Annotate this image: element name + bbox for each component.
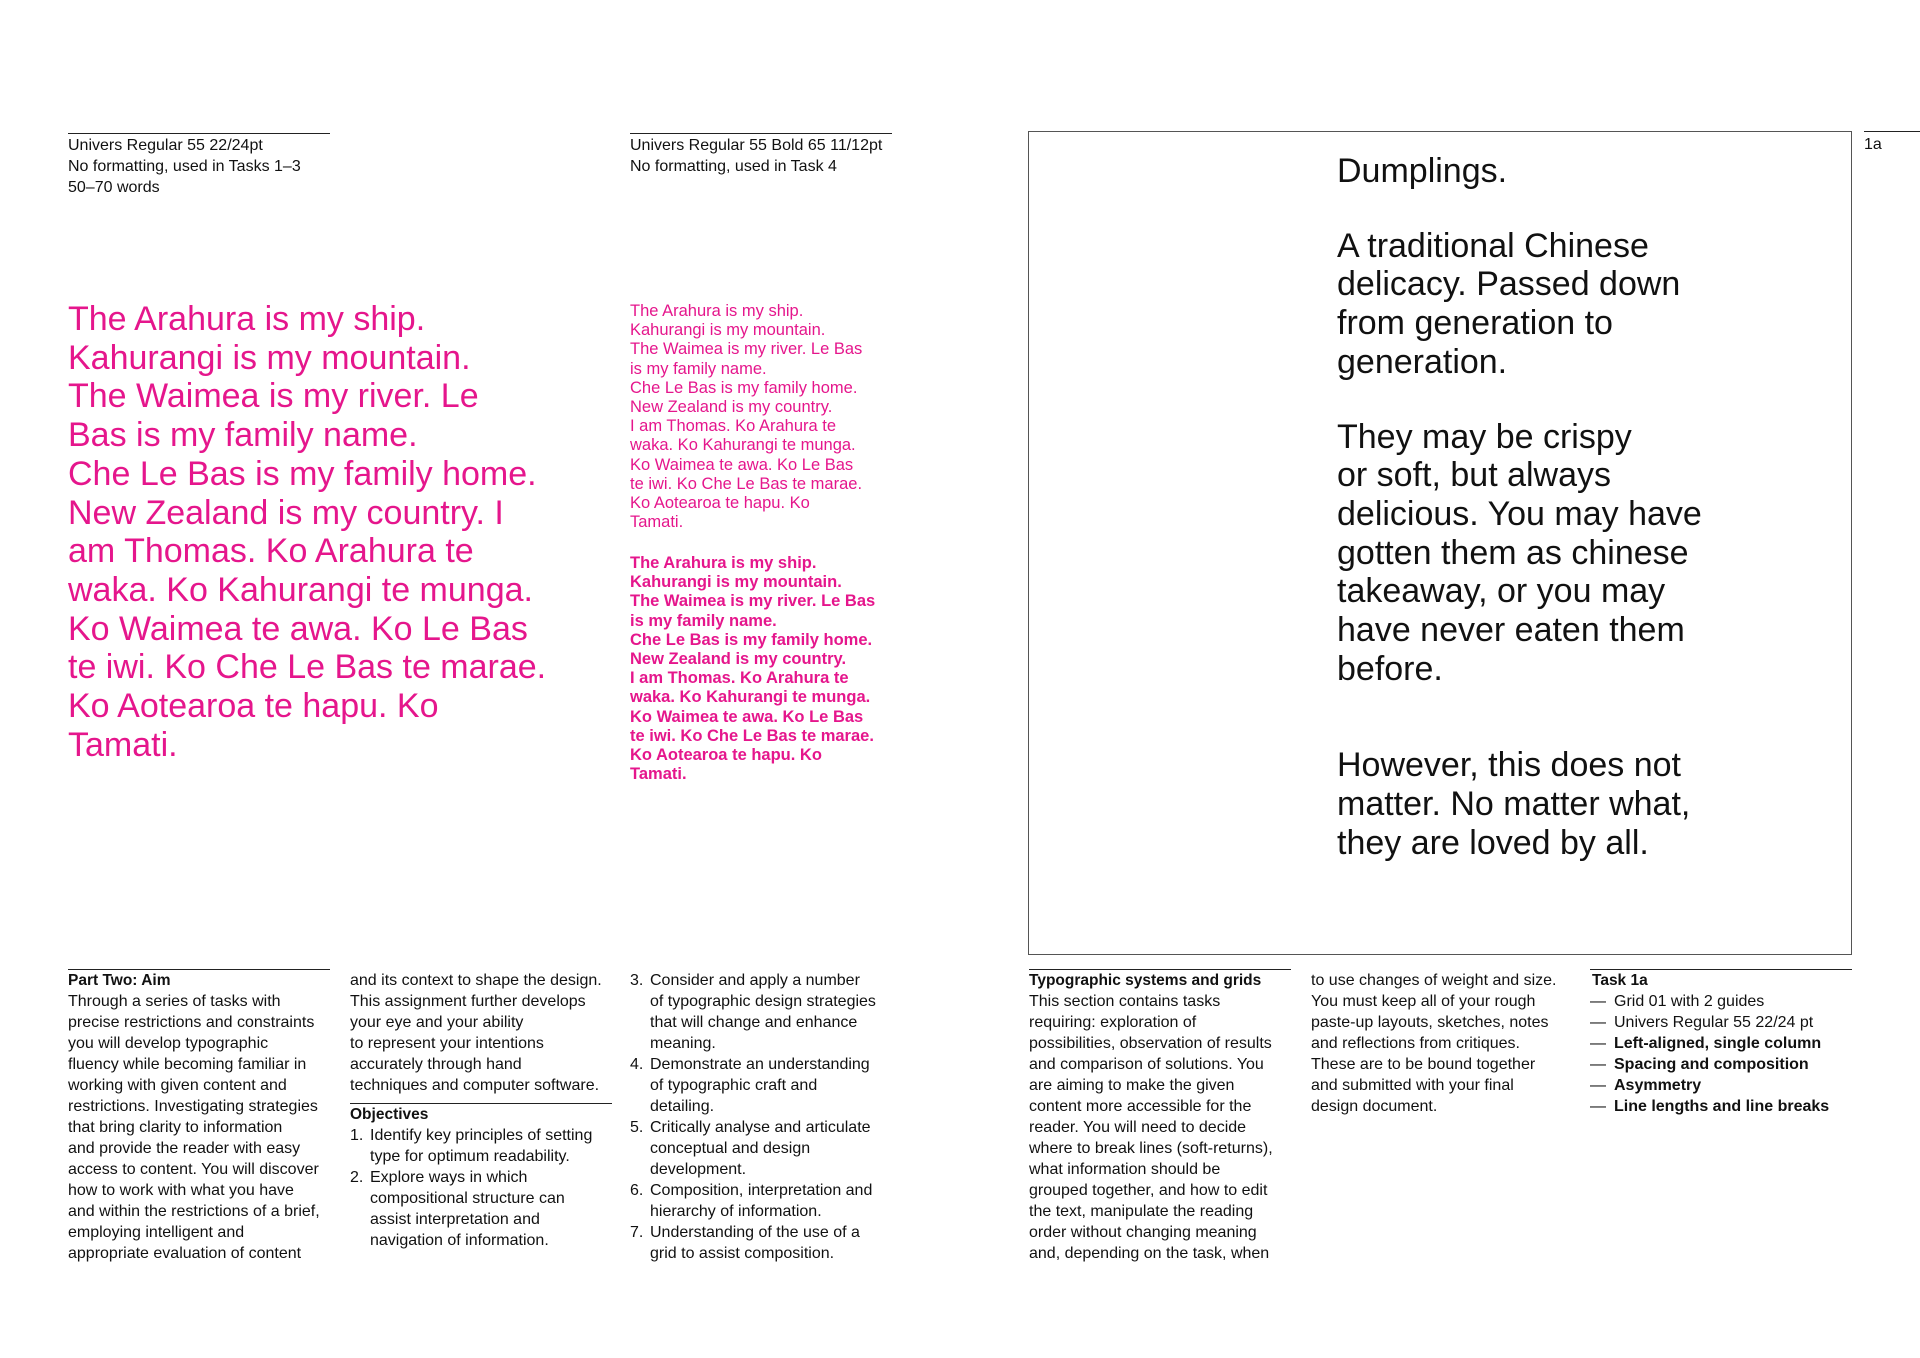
text-line: access to content. You will discover [68, 1161, 319, 1178]
task-item [1590, 1054, 1852, 1075]
text-line: The Arahura is my ship. [630, 302, 804, 320]
text-line: te iwi. Ko Che Le Bas te marae. [630, 474, 863, 493]
list-item-line: of typographic design strategies [650, 993, 876, 1010]
text-line: restrictions. Investigating strategies [68, 1098, 318, 1115]
list-item-line: assist interpretation and [370, 1211, 540, 1228]
text-line: takeaway, or you may [1337, 572, 1666, 611]
text-line: working with given content and [68, 1077, 287, 1094]
text-line: what information should be [1029, 1161, 1221, 1178]
text-line: te iwi. Ko Che Le Bas te marae. [630, 726, 874, 745]
systems-body [1029, 991, 1291, 1264]
objectives-list-continued [630, 970, 920, 1264]
text-line: or soft, but always [1337, 456, 1612, 495]
spec-line: 50–70 words [68, 179, 160, 196]
list-item-line: compositional structure can [370, 1190, 565, 1207]
text-line: Ko Waimea te awa. Ko Le Bas [630, 707, 864, 726]
text-line: that bring clarity to information [68, 1119, 283, 1136]
text-line: delicious. You may have [1337, 494, 1702, 533]
list-item [350, 1125, 612, 1167]
list-item-line: Explore ways in which [370, 1169, 528, 1186]
text-line: Tamati. [630, 513, 684, 532]
list-item-line: detailing. [650, 1098, 715, 1115]
text-line: This section contains tasks [1029, 993, 1221, 1010]
spec-line: No formatting, used in Tasks 1–3 [68, 158, 301, 175]
list-item [630, 970, 920, 1054]
list-number: 2. [350, 1169, 364, 1186]
objectives-block [350, 1103, 612, 1251]
text-line: and provide the reader with easy [68, 1140, 301, 1157]
text-line: they are loved by all. [1337, 823, 1649, 862]
text-line: precise restrictions and constraints [68, 1014, 315, 1031]
list-item-line: Composition, interpretation and [650, 1182, 873, 1199]
task-item-label: Univers Regular 55 22/24 pt [1614, 1014, 1814, 1031]
list-number: 5. [630, 1119, 644, 1136]
text-line: generation. [1337, 342, 1508, 381]
text-line: techniques and computer software. [350, 1077, 600, 1094]
text-line: am Thomas. Ko Arahura te [68, 532, 474, 571]
spec-label-small [630, 133, 892, 177]
text-line: Ko Aotearoa te hapu. Ko [630, 494, 810, 513]
text-line: Tamati. [68, 725, 178, 764]
text-line: Ko Aotearoa te hapu. Ko [68, 687, 439, 726]
text-line: and its context to shape the design. [350, 972, 602, 989]
task-item-label: Spacing and composition [1614, 1056, 1809, 1073]
text-line: Che Le Bas is my family home. [68, 454, 537, 493]
text-line: Ko Waimea te awa. Ko Le Bas [630, 455, 854, 474]
dash-marker: — [1590, 1098, 1606, 1115]
list-item-line: navigation of information. [370, 1232, 549, 1249]
text-line: The Arahura is my ship. [630, 554, 817, 572]
text-line: delicacy. Passed down [1337, 265, 1681, 304]
text-line: Che Le Bas is my family home. [630, 378, 858, 397]
text-line: te iwi. Ko Che Le Bas te marae. [68, 648, 547, 687]
list-number: 7. [630, 1224, 644, 1241]
text-line: are aiming to make the given [1029, 1077, 1235, 1094]
text-line: where to break lines (soft-returns), [1029, 1140, 1273, 1157]
dumplings-paragraph [1337, 152, 1837, 191]
text-line: Ko Aotearoa te hapu. Ko [630, 746, 822, 765]
list-item-line: grid to assist composition. [650, 1245, 835, 1262]
spec-line: Univers Regular 55 Bold 65 11/12pt [630, 137, 883, 154]
text-line: paste-up layouts, sketches, notes [1311, 1014, 1549, 1031]
list-number: 1. [350, 1127, 364, 1144]
text-line: The Arahura is my ship. [68, 300, 426, 338]
text-line: The Waimea is my river. Le [68, 377, 479, 416]
text-line: waka. Ko Kahurangi te munga. [630, 436, 856, 455]
task-item-label: Left-aligned, single column [1614, 1035, 1822, 1052]
text-line: I am Thomas. Ko Arahura te [630, 417, 837, 436]
aim-heading: Part Two: Aim [68, 972, 171, 989]
text-line: grouped together, and how to edit [1029, 1182, 1268, 1199]
text-line: you will develop typographic [68, 1035, 269, 1052]
text-line: However, this does not [1337, 746, 1681, 785]
text-line: design document. [1311, 1098, 1438, 1115]
task-heading: Task 1a [1592, 972, 1648, 989]
text-line: is my family name. [630, 611, 777, 630]
text-line: New Zealand is my country. [630, 650, 847, 669]
dumplings-text [1337, 152, 1837, 899]
dash-marker: — [1590, 993, 1606, 1010]
systems-column-1 [1029, 969, 1291, 1264]
spec-line: No formatting, used in Task 4 [630, 158, 837, 175]
text-line: and, depending on the task, when [1029, 1245, 1270, 1262]
list-item-line: Identify key principles of setting [370, 1127, 593, 1144]
text-line: and reflections from critiques. [1311, 1035, 1520, 1052]
systems-body-continued [1311, 970, 1581, 1117]
text-line: from generation to [1337, 304, 1613, 343]
text-line: to represent your intentions [350, 1035, 544, 1052]
list-number: 3. [630, 972, 644, 989]
text-line: The Waimea is my river. Le Bas [630, 340, 863, 359]
task-item-label: Line lengths and line breaks [1614, 1098, 1830, 1115]
text-line: and submitted with your final [1311, 1077, 1514, 1094]
text-line: is my family name. [630, 359, 767, 378]
dash-marker: — [1590, 1056, 1606, 1073]
list-item-line: of typographic craft and [650, 1077, 818, 1094]
objectives-list [350, 1125, 612, 1251]
spec-label-large [68, 133, 330, 198]
aim-body [68, 991, 330, 1264]
objectives-heading: Objectives [350, 1106, 429, 1123]
text-line: and within the restrictions of a brief, [68, 1203, 320, 1220]
text-line: content more accessible for the [1029, 1098, 1252, 1115]
list-item-line: hierarchy of information. [650, 1203, 822, 1220]
text-line: Ko Waimea te awa. Ko Le Bas [68, 609, 528, 648]
page-number: 1a [1864, 131, 1920, 155]
text-line: waka. Ko Kahurangi te munga. [630, 688, 871, 707]
list-number: 6. [630, 1182, 644, 1199]
spec-line: Univers Regular 55 22/24pt [68, 137, 263, 154]
text-line: Through a series of tasks with [68, 993, 281, 1010]
task-item [1590, 1075, 1852, 1096]
text-line: and comparison of solutions. You [1029, 1056, 1264, 1073]
aim-column-1 [68, 969, 330, 1264]
sample-text-small-bold [630, 554, 940, 784]
text-line: A traditional Chinese [1337, 226, 1649, 265]
text-line: You must keep all of your rough [1311, 993, 1536, 1010]
task-item [1590, 1096, 1852, 1117]
task-item-label: Asymmetry [1614, 1077, 1702, 1094]
task-item-label: Grid 01 with 2 guides [1614, 993, 1765, 1010]
dumplings-paragraph [1337, 227, 1837, 382]
text-line: how to work with what you have [68, 1182, 294, 1199]
text-line: waka. Ko Kahurangi te munga. [68, 570, 533, 609]
task-list [1590, 991, 1852, 1117]
list-item-line: Consider and apply a number [650, 972, 860, 989]
text-line: New Zealand is my country. [630, 398, 833, 417]
text-line: reader. You will need to decide [1029, 1119, 1247, 1136]
list-item [630, 1054, 920, 1117]
text-line: have never eaten them [1337, 611, 1685, 650]
systems-column-2 [1311, 970, 1581, 1117]
sample-text-small-regular [630, 302, 930, 532]
text-line: The Waimea is my river. Le Bas [630, 592, 876, 611]
task-item [1590, 1012, 1852, 1033]
list-item-line: Understanding of the use of a [650, 1224, 860, 1241]
list-item [350, 1167, 612, 1251]
task-item [1590, 1033, 1852, 1054]
list-item-line: development. [650, 1161, 747, 1178]
text-line: gotten them as chinese [1337, 533, 1689, 572]
dumplings-paragraph [1337, 418, 1837, 689]
dash-marker: — [1590, 1035, 1606, 1052]
aim-body-continued [350, 970, 620, 1096]
text-line: employing intelligent and [68, 1224, 245, 1241]
list-item-line: conceptual and design [650, 1140, 811, 1157]
list-item-line: Demonstrate an understanding [650, 1056, 870, 1073]
list-number: 4. [630, 1056, 644, 1073]
list-item [630, 1117, 920, 1180]
text-line: Che Le Bas is my family home. [630, 630, 873, 649]
task-item [1590, 991, 1852, 1012]
text-line: This assignment further develops [350, 993, 586, 1010]
task-column [1590, 969, 1852, 1117]
text-line: Dumplings. [1337, 152, 1508, 190]
text-line: possibilities, observation of results [1029, 1035, 1272, 1052]
text-line: Tamati. [630, 765, 687, 784]
list-item-line: type for optimum readability. [370, 1148, 570, 1165]
text-line: order without changing meaning [1029, 1224, 1257, 1241]
text-line: They may be crispy [1337, 417, 1632, 456]
list-item-line: that will change and enhance [650, 1014, 858, 1031]
text-line: requiring: exploration of [1029, 1014, 1197, 1031]
text-line: to use changes of weight and size. [1311, 972, 1557, 989]
dash-marker: — [1590, 1077, 1606, 1094]
text-line: fluency while becoming familiar in [68, 1056, 307, 1073]
systems-heading: Typographic systems and grids [1029, 972, 1262, 989]
text-line: accurately through hand [350, 1056, 522, 1073]
text-line: Kahurangi is my mountain. [630, 321, 826, 340]
list-item [630, 1180, 920, 1222]
list-item [630, 1222, 920, 1264]
text-line: the text, manipulate the reading [1029, 1203, 1254, 1220]
text-line: Kahurangi is my mountain. [68, 338, 471, 377]
aim-column-2 [350, 970, 620, 1251]
text-line: appropriate evaluation of content [68, 1245, 302, 1262]
text-line: before. [1337, 649, 1443, 688]
text-line: matter. No matter what, [1337, 785, 1691, 824]
text-line: I am Thomas. Ko Arahura te [630, 669, 849, 688]
text-line: Bas is my family name. [68, 416, 418, 455]
list-item-line: meaning. [650, 1035, 716, 1052]
objectives-column-2 [630, 970, 920, 1264]
text-line: New Zealand is my country. I [68, 493, 504, 532]
text-line: your eye and your ability [350, 1014, 524, 1031]
dumplings-paragraph [1337, 746, 1837, 862]
text-line: These are to be bound together [1311, 1056, 1536, 1073]
dash-marker: — [1590, 1014, 1606, 1031]
text-line: Kahurangi is my mountain. [630, 573, 842, 592]
list-item-line: Critically analyse and articulate [650, 1119, 871, 1136]
sample-text-large [68, 300, 608, 764]
